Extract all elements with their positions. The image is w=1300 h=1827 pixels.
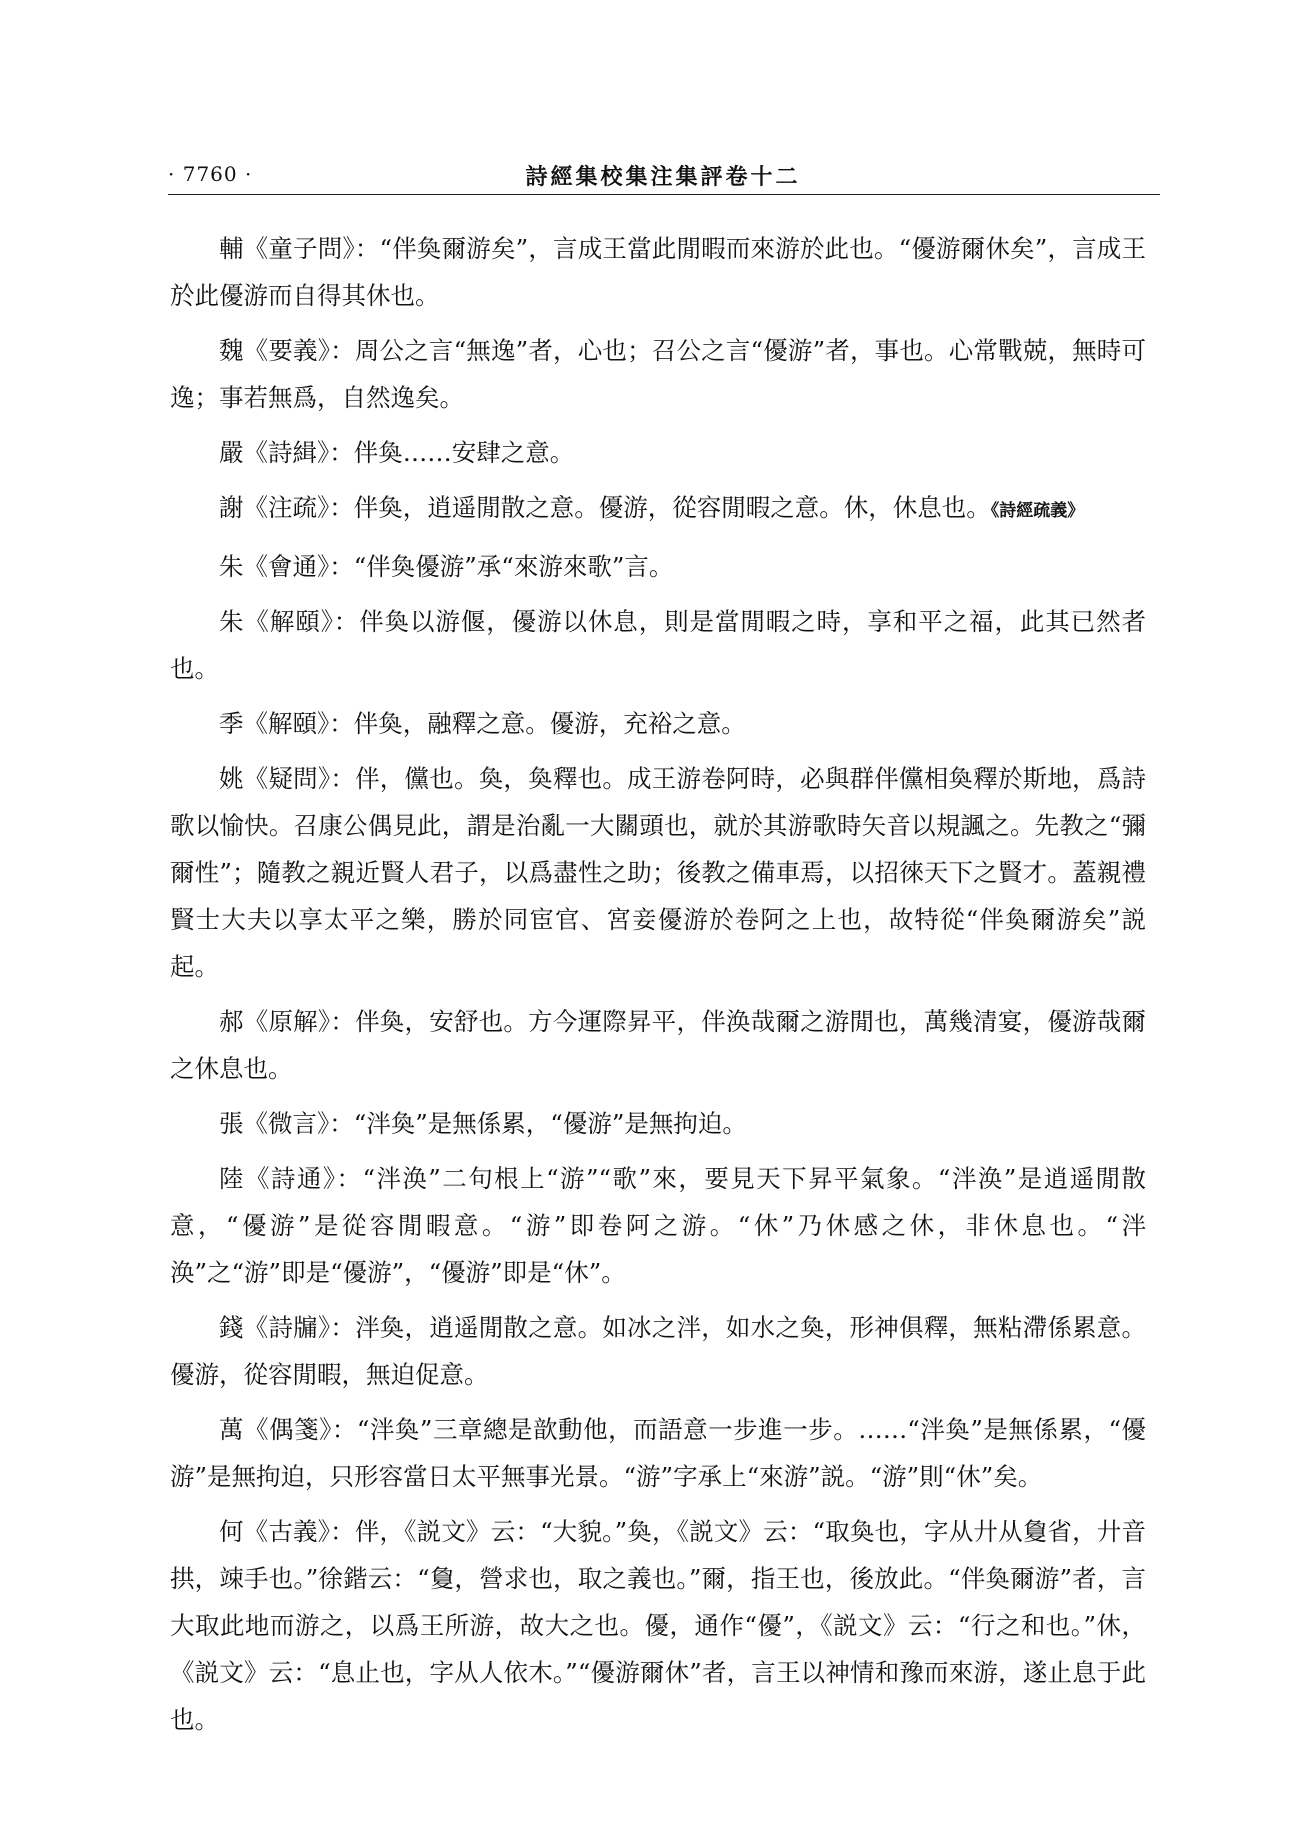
commentary-entry	[170, 543, 1146, 590]
commentary-entry	[170, 755, 1146, 990]
entry-text: 季《解頤》：伴奐，融釋之意。優游，充裕之意。	[219, 709, 746, 738]
page-number: · 7760 ·	[168, 162, 253, 186]
commentary-entry	[170, 998, 1146, 1092]
commentary-entry	[170, 700, 1146, 747]
entry-text: 錢《詩牖》：泮奐，逍遥閒散之意。如冰之泮，如水之奐，形神俱釋，無粘滯係累意。優游，從容閒暇，無迫促意。	[170, 1313, 1146, 1389]
running-title: 詩經集校集注集評卷十二	[525, 164, 801, 190]
entry-text: 何《古義》：伴，《説文》云：“大貌。”奐，《説文》云：“取奐也，字从廾从敻省，廾音拱，竦手也。”徐鍇云：“敻，營求也，取之義也。”爾，指王也，後放此。“伴奐爾游”者，言大取此地而游之，以爲王所游，故大之也。優，通作“優”，《説文》云：“行之和也。”休，《説文》云：“息止也，字从人依木。”“優游爾休”者，言王以神情和豫而來游，遂止息于此也。	[170, 1517, 1146, 1734]
entry-text: 輔《童子問》：“伴奐爾游矣”，言成王當此閒暇而來游於此也。“優游爾休矣”，言成王於此優游而自得其休也。	[170, 234, 1146, 310]
entry-text: 張《微言》：“泮奐”是無係累，“優游”是無拘迫。	[219, 1109, 747, 1138]
commentary-entry	[170, 429, 1146, 476]
header-rule	[168, 194, 1160, 195]
entry-text: 朱《解頤》：伴奐以游偃，優游以休息，則是當閒暇之時，享和平之福，此其已然者也。	[170, 607, 1146, 683]
entry-text: 郝《原解》：伴奐，安舒也。方今運際昇平，伴涣哉爾之游閒也，萬幾清宴，優游哉爾之休息也。	[170, 1007, 1146, 1083]
entry-text: 謝《注疏》：伴奐，逍遥閒散之意。優游，從容閒暇之意。休，休息也。	[219, 493, 991, 522]
source-note: 《詩經疏義》	[990, 501, 1085, 521]
commentary-entry	[170, 484, 1146, 535]
entry-text: 陸《詩通》：“泮涣”二句根上“游”“歌”來，要見天下昇平氣象。“泮涣”是逍遥閒散意，“優游”是從容閒暇意。“游”即卷阿之游。“休”乃休感之休，非休息也。“泮涣”之“游”即是“優游”，“優游”即是“休”。	[170, 1164, 1146, 1287]
entry-text: 魏《要義》：周公之言“無逸”者，心也；召公之言“優游”者，事也。心常戰兢，無時可逸；事若無爲，自然逸矣。	[170, 336, 1146, 412]
commentary-entry	[170, 598, 1146, 692]
commentary-body	[170, 225, 1146, 1751]
commentary-entry	[170, 327, 1146, 421]
entry-text: 萬《偶箋》：“泮奐”三章總是歆動他，而語意一步進一步。……“泮奐”是無係累，“優游”是無拘迫，只形容當日太平無事光景。“游”字承上“來游”説。“游”則“休”矣。	[170, 1415, 1146, 1491]
commentary-entry	[170, 1155, 1146, 1296]
commentary-entry	[170, 225, 1146, 319]
commentary-entry	[170, 1100, 1146, 1147]
commentary-entry	[170, 1508, 1146, 1743]
page-header	[168, 158, 1158, 190]
entry-text: 姚《疑問》：伴，儻也。奐，奐釋也。成王游卷阿時，必與群伴儻相奐釋於斯地，爲詩歌以愉快。召康公偶見此，謂是治亂一大關頭也，就於其游歌時矢音以規諷之。先教之“彌爾性”；隨教之親近賢人君子，以爲盡性之助；後教之備車焉，以招徠天下之賢才。蓋親禮賢士大夫以享太平之樂，勝於同宦官、宮妾優游於卷阿之上也，故特從“伴奐爾游矣”説起。	[170, 764, 1146, 981]
commentary-entry	[170, 1304, 1146, 1398]
entry-text: 朱《會通》：“伴奐優游”承“來游來歌”言。	[219, 552, 674, 581]
commentary-entry	[170, 1406, 1146, 1500]
entry-text: 嚴《詩緝》：伴奐……安肆之意。	[219, 438, 575, 467]
